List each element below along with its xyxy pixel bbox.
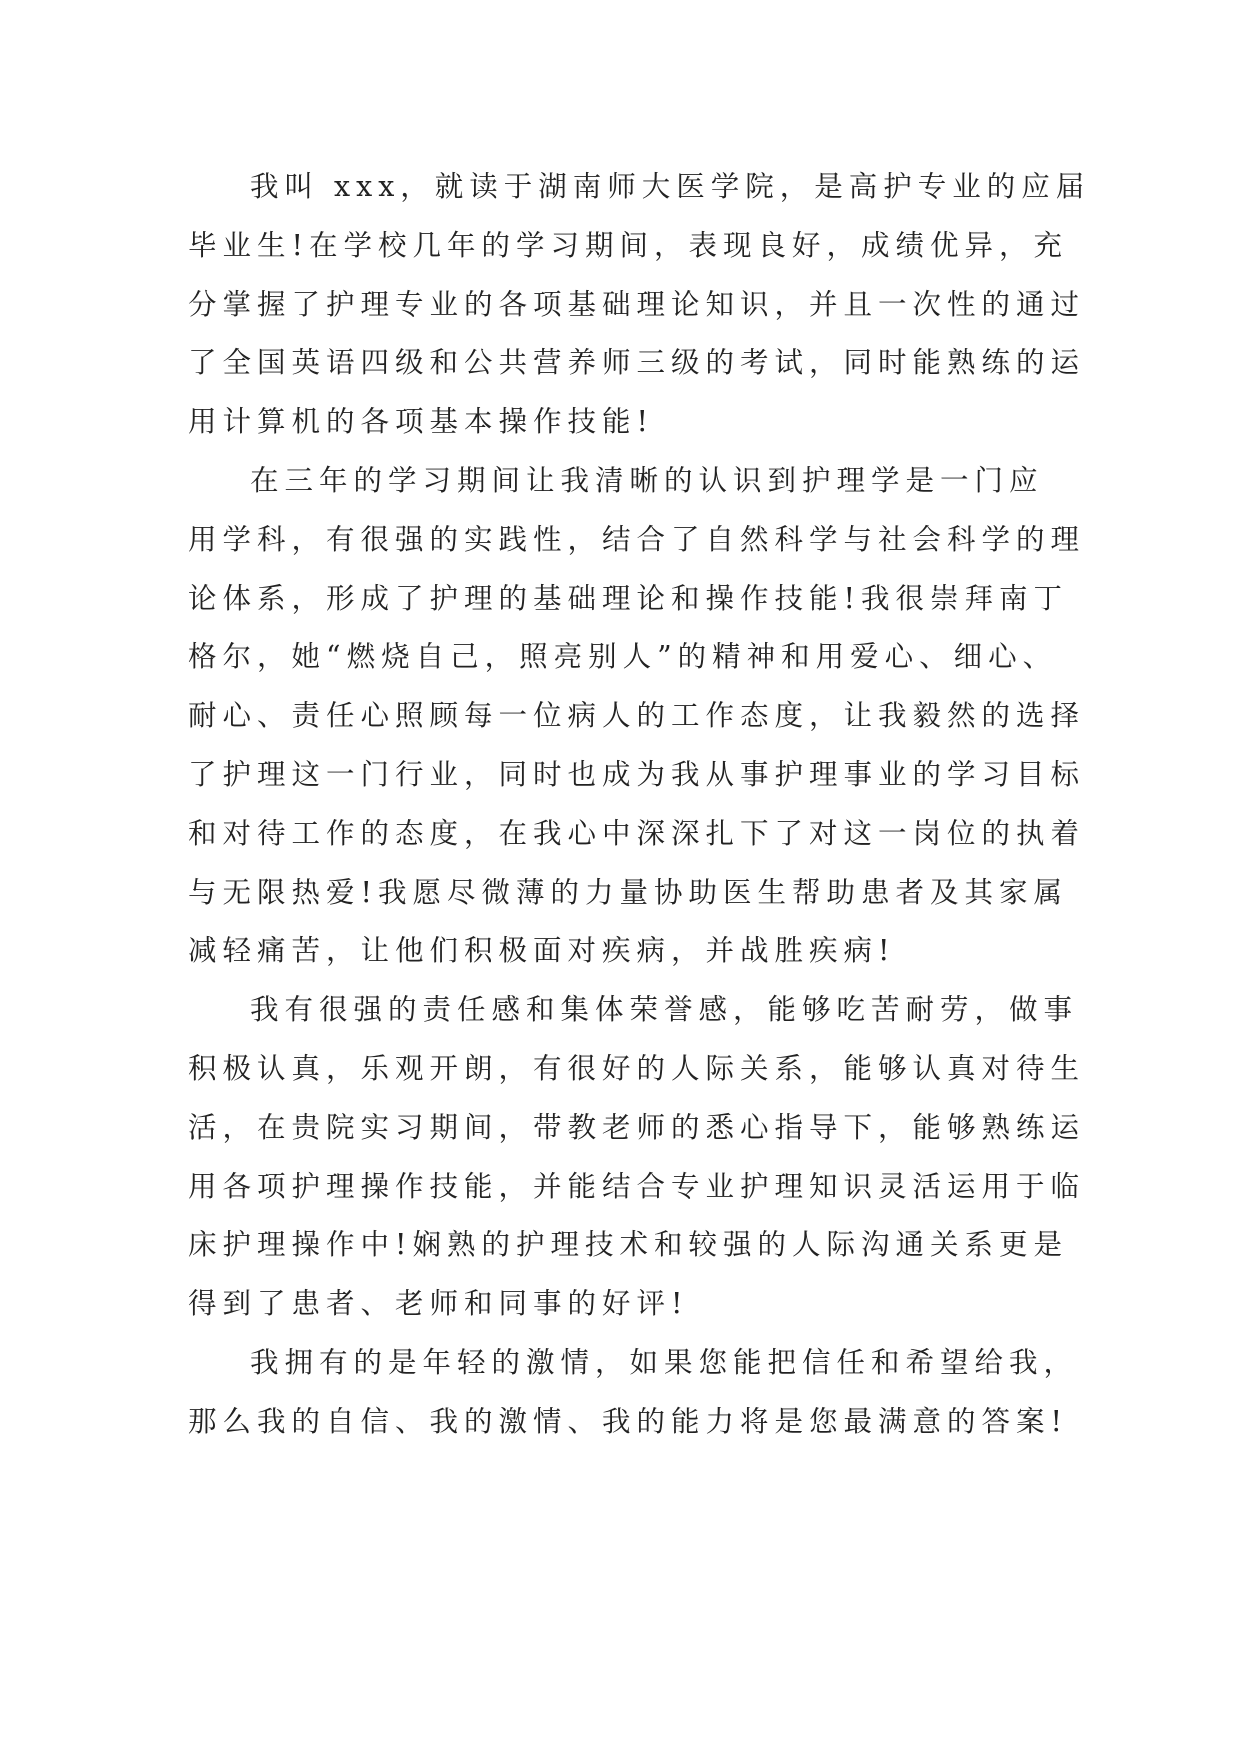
- text-line: 用计算机的各项基本操作技能!: [188, 405, 654, 439]
- text-line: 减轻痛苦，让他们积极面对疾病，并战胜疾病!: [188, 934, 896, 968]
- text-line: 那么我的自信、我的激情、我的能力将是您最满意的答案!: [188, 1404, 1068, 1438]
- text-line: 毕业生!在学校几年的学习期间，表现良好，成绩优异，充: [188, 228, 1068, 262]
- document-body: [188, 158, 1091, 1452]
- text-line: 用学科，有很强的实践性，结合了自然科学与社会科学的理: [188, 522, 1086, 556]
- paragraph-2: [188, 452, 1086, 981]
- text-line: 论体系，形成了护理的基础理论和操作技能!我很崇拜南丁: [188, 581, 1068, 615]
- text-line: 与无限热爱!我愿尽微薄的力量协助医生帮助患者及其家属: [188, 875, 1068, 909]
- text-line: 我叫 xxx，就读于湖南师大医学院，是高护专业的应届: [250, 170, 1091, 203]
- text-line: 用各项护理操作技能，并能结合专业护理知识灵活运用于临: [188, 1169, 1086, 1203]
- text-line: 我有很强的责任感和集体荣誉感，能够吃苦耐劳，做事: [250, 993, 1079, 1027]
- text-line: 和对待工作的态度，在我心中深深扎下了对这一岗位的执着: [188, 816, 1086, 850]
- text-line: 分掌握了护理专业的各项基础理论知识，并且一次性的通过: [188, 287, 1086, 321]
- text-line: 活，在贵院实习期间，带教老师的悉心指导下，能够熟练运: [188, 1110, 1086, 1144]
- text-line: 格尔，她“燃烧自己，照亮别人”的精神和用爱心、细心、: [188, 640, 1058, 674]
- paragraph-3: [188, 981, 1086, 1334]
- paragraph-4: [188, 1334, 1079, 1452]
- paragraph-1: [188, 158, 1091, 452]
- text-line: 耐心、责任心照顾每一位病人的工作态度，让我毅然的选择: [188, 699, 1086, 733]
- text-line: 在三年的学习期间让我清晰的认识到护理学是一门应: [250, 463, 1044, 497]
- text-line: 了全国英语四级和公共营养师三级的考试，同时能熟练的运: [188, 346, 1086, 380]
- text-line: 积极认真，乐观开朗，有很好的人际关系，能够认真对待生: [188, 1051, 1086, 1085]
- text-line: 了护理这一门行业，同时也成为我从事护理事业的学习目标: [188, 757, 1086, 791]
- text-line: 我拥有的是年轻的激情，如果您能把信任和希望给我，: [250, 1345, 1079, 1379]
- text-line: 床护理操作中!娴熟的护理技术和较强的人际沟通关系更是: [188, 1228, 1068, 1262]
- text-line: 得到了患者、老师和同事的好评!: [188, 1287, 689, 1321]
